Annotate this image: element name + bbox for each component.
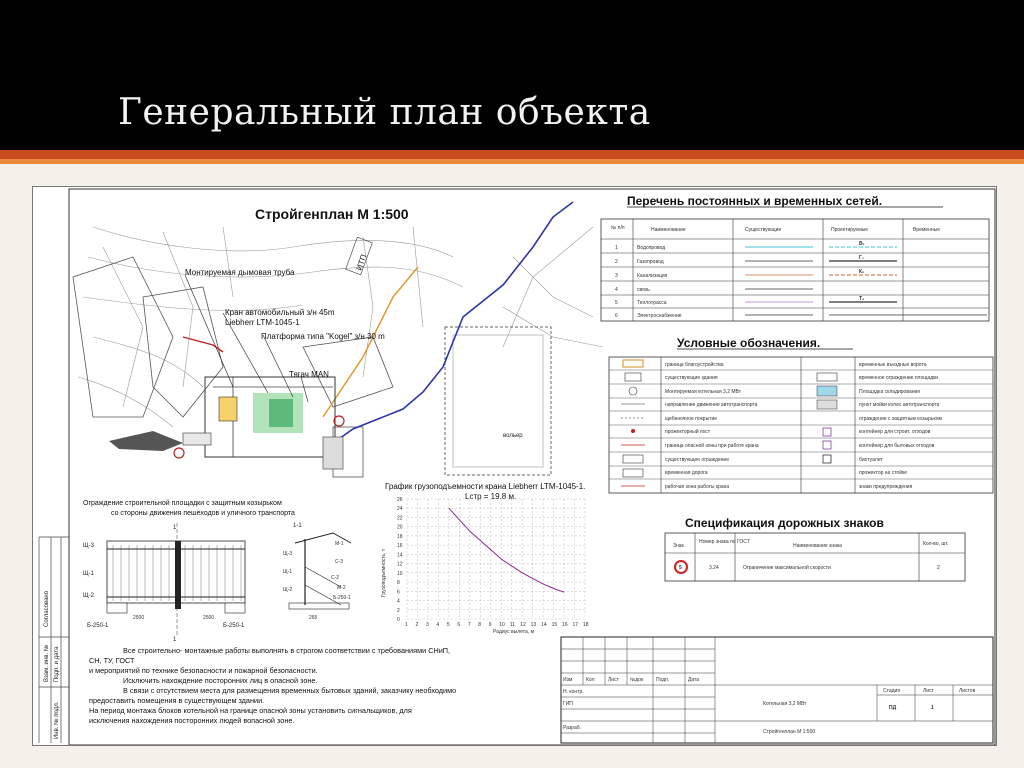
stamp-object: Котельная 3,2 МВт [763,701,807,707]
legend-right-labels [859,362,943,490]
chart-y-tick-label: 26 [397,497,403,503]
chart-x-tick-label: 12 [520,622,526,628]
svg-text:Г₁: Г₁ [859,255,864,261]
label-crane: Кран автомобильный з/н 45m [225,308,335,317]
fence-title-2: со стороны движения пешеходов и уличного транспорта [111,510,295,517]
net-row-5 [615,296,897,306]
svg-text:Лист: Лист [923,688,934,694]
svg-text:Стадия: Стадия [883,688,901,694]
svg-text:направление движения автотранс: направление движения автотранспорта [665,402,758,408]
svg-text:Изм: Изм [563,677,573,683]
slide-title: Генеральный план объекта [118,92,651,133]
fence-elevation [107,541,245,621]
chart-x-tick-label: 4 [436,622,440,628]
svg-text:Щ-3: Щ-3 [283,551,293,557]
svg-text:5: 5 [615,300,618,306]
chart-y-tick-label: 10 [397,570,403,577]
chart-x-tick-label: 7 [467,622,471,628]
svg-text:ограждение с защитным козырько: ограждение с защитным козырьком [859,416,942,422]
svg-text:Щ-2: Щ-2 [283,587,293,593]
svg-text:Б-250-1: Б-250-1 [223,623,245,629]
fence-section [83,499,351,643]
label-platform: Платформа типа "Kogel" з/н 30 m [261,332,385,341]
chart-ylabel: Грузоподъемность, т [381,548,387,597]
svg-text:Щ-2: Щ-2 [83,593,94,599]
svg-text:Кол-во, шт.: Кол-во, шт. [923,541,949,547]
svg-text:Газопровод: Газопровод [637,259,664,265]
svg-text:1: 1 [173,525,177,531]
net-row-2 [615,255,897,265]
chart-y-tick-label: 6 [397,589,400,596]
svg-text:1: 1 [173,637,177,643]
svg-text:граница опасной зоны при работ: граница опасной зоны при работе крана [665,443,759,449]
net-h-proj: Проектируемые [831,227,869,233]
note-4: Исключить нахождение посторонних лиц в опасной зоне. [123,676,318,685]
fence-cross-section [283,523,351,621]
volier [445,327,551,475]
svg-text:Листов: Листов [959,688,976,694]
note-2: СН, ТУ, ГОСТ [89,656,135,665]
chart-y-tick-label: 18 [397,533,403,540]
net-row-4 [615,287,813,293]
networks-title: Перечень постоянных и временных сетей. [627,194,883,208]
svg-text:3: 3 [615,273,618,279]
road-signs-table [665,516,965,581]
label-itp: ИТП [354,253,369,272]
svg-text:Щ-3: Щ-3 [83,543,94,549]
chart-x-tick-label: 3 [425,622,429,628]
chart-y-tick-label: 12 [397,561,403,568]
crane-chart [381,482,589,635]
svg-text:знаки предупреждения: знаки предупреждения [859,484,913,490]
svg-text:Подп.: Подп. [656,677,670,683]
svg-text:существующее ограждение: существующее ограждение [665,457,729,463]
svg-text:№док: №док [630,677,644,683]
strip-agreed: Согласовано [44,590,50,627]
svg-text:Теплотрасса: Теплотрасса [637,300,667,306]
chart-y-tick-label: 20 [397,524,403,531]
capacity-line [449,508,564,592]
chart-x-tick-label: 8 [478,622,482,628]
left-strip [39,537,69,743]
svg-text:М-2: М-2 [337,585,346,591]
svg-text:Площадка складирования: Площадка складирования [859,389,920,395]
chart-y-tick-label: 0 [397,617,400,623]
strip-inv-replaced: Взам. инв. № [44,644,50,682]
chart-y-tick-label: 24 [397,506,403,513]
legend-left-labels [665,361,759,490]
svg-text:Монтируемая котельная 3,2 МВт: Монтируемая котельная 3,2 МВт [665,389,741,395]
svg-text:связь: связь [637,287,650,293]
svg-text:существующие здания: существующие здания [665,375,718,381]
stamp-sheet-name: Стройгенплан М 1:500 [763,729,816,735]
svg-text:В₁: В₁ [859,241,865,247]
chart-x-tick-label: 15 [551,622,558,628]
svg-text:Знак: Знак [673,543,684,549]
svg-text:2: 2 [937,565,940,571]
svg-text:Т₄: Т₄ [859,296,865,302]
svg-text:Наименование знака: Наименование знака [793,543,842,549]
svg-text:К₂: К₂ [859,269,865,275]
svg-text:5: 5 [679,565,682,571]
svg-text:временная дорога: временная дорога [665,470,708,476]
svg-text:265: 265 [309,615,318,621]
net-row-3 [615,269,897,279]
svg-text:1-1: 1-1 [293,523,302,529]
note-5: В связи с отсутствием места для размещения временных бытовых зданий, заказчику необходимо [123,686,457,695]
svg-text:биотуалет: биотуалет [859,457,883,463]
svg-text:Дата: Дата [688,677,700,683]
label-crane-model: Liebherr LTM-1045-1 [225,318,300,327]
notes [89,646,456,725]
svg-text:пункт мойки колес автотранспор: пункт мойки колес автотранспорта [859,402,940,408]
svg-text:граница благоустройства: граница благоустройства [665,362,724,368]
chart-y-tick-label: 8 [397,580,400,587]
chart-xlabel: Радиус вылета, м [493,629,535,635]
net-h-exist: Существующие [745,227,782,233]
chart-x-tick-label: 17 [572,622,579,628]
chart-grid [407,499,585,619]
chart-x-tick-label: 10 [499,622,505,628]
svg-text:Щ-1: Щ-1 [83,571,94,577]
svg-text:рабочая зона работы крана: рабочая зона работы крана [665,484,730,490]
chart-title: График грузоподъемности крана Liebherr LTM-1045-1. [385,482,586,491]
svg-text:С-2: С-2 [331,575,340,581]
svg-text:1: 1 [931,705,934,711]
svg-text:1: 1 [615,245,618,251]
svg-text:временные въездные ворота: временные въездные ворота [859,362,927,368]
svg-text:Электроснабжение: Электроснабжение [637,313,682,319]
svg-text:ГИП: ГИП [563,701,573,707]
plan-title: Стройгенплан М 1:500 [255,206,409,222]
chart-y-tick-label: 14 [397,552,403,559]
svg-text:М-1: М-1 [335,541,344,547]
chart-subtitle: Lстр = 19.8 м. [465,492,517,501]
svg-text:С-3: С-3 [335,559,344,565]
net-row-1 [615,241,897,251]
svg-text:Кол: Кол [586,677,595,683]
chart-x-tick-label: 16 [562,622,568,628]
legend-table [609,336,993,493]
chart-y-ticks [397,497,403,623]
chart-x-tick-label: 5 [446,622,450,628]
svg-text:2: 2 [615,259,618,265]
note-6: предоставить помещения в существующем здании. [89,696,265,705]
strip-sign-date: Подп. и дата [54,646,60,682]
note-7: На период монтажа блоков котельной на границе опасной зоны установить сигнальщиков, для [89,706,412,715]
label-truck: Тягач MAN [289,370,329,379]
boiler-site [183,377,343,469]
drawing-svg [33,187,997,746]
chart-x-tick-label: 13 [530,622,537,628]
note-8: исключения нахождения посторонних людей вопасной зоне. [89,716,295,725]
chart-x-tick-label: 11 [509,622,515,628]
svg-text:Ограничение максимальной скоро: Ограничение максимальной скорости [743,565,831,571]
svg-text:Водопровод: Водопровод [637,245,666,251]
svg-text:Разраб.: Разраб. [563,725,582,731]
svg-text:Б-250-1: Б-250-1 [333,595,351,601]
net-h-name: Наименование [651,227,686,233]
hazard-marker [174,448,184,458]
svg-text:Щ-1: Щ-1 [283,569,293,575]
note-3: и мероприятий по технике безопасности и пожарной безопасности. [89,666,318,675]
title-block [561,637,993,743]
svg-text:щебеночное покрытие: щебеночное покрытие [665,416,718,422]
svg-text:6: 6 [615,313,618,319]
svg-text:контейнер для строит. отходов: контейнер для строит. отходов [859,429,931,435]
note-1: Все строительно- монтажные работы выполнять в строгом соответствии с требованиями СНиП, [123,646,451,655]
label-chimney: Монтируемая дымовая труба [185,268,295,277]
chart-x-tick-label: 6 [457,622,461,628]
site-plan [73,202,603,477]
svg-text:Номер знака по ГОСТ: Номер знака по ГОСТ [699,539,750,545]
volier-label: вольер [503,433,523,439]
signs-title: Спецификация дорожных знаков [685,516,884,530]
svg-text:3.24: 3.24 [709,565,719,571]
svg-text:ПД: ПД [889,705,897,711]
gravel-area [109,431,183,451]
fence-title-1: Ограждение строительной площадки с защитным козырьком [83,500,282,507]
chart-x-tick-label: 14 [541,622,547,628]
title-divider-dark [0,150,1024,159]
strip-inv-orig: Инв. № подл. [54,701,60,739]
legend-title: Условные обозначения. [677,336,821,350]
svg-text:прожекторный пост: прожекторный пост [665,429,711,435]
net-h-num: № п/п [611,225,625,231]
svg-text:Лист: Лист [608,677,619,683]
chart-x-ticks [405,622,589,628]
svg-text:2500: 2500 [133,615,145,621]
networks-table [601,194,989,321]
net-row-6 [615,313,987,319]
chart-y-tick-label: 2 [397,607,400,614]
svg-text:Б-250-1: Б-250-1 [87,623,109,629]
chart-y-tick-label: 4 [397,598,400,605]
svg-text:Канализация: Канализация [637,273,668,279]
svg-text:временное ограждение площадки: временное ограждение площадки [859,375,939,381]
svg-text:прожектор на стойке: прожектор на стойке [859,470,908,476]
net-h-temp: Временные [913,227,941,233]
drawing-sheet [32,186,997,746]
chart-x-tick-label: 2 [415,622,419,628]
chart-y-tick-label: 16 [397,543,403,550]
chart-x-tick-label: 1 [405,622,408,628]
chart-x-tick-label: 9 [488,622,492,628]
svg-text:4: 4 [615,287,618,293]
svg-text:контейнер для бытовых отходов: контейнер для бытовых отходов [859,443,935,449]
svg-text:Н. контр.: Н. контр. [563,689,584,695]
chart-x-tick-label: 18 [583,622,589,628]
chart-y-tick-label: 22 [397,515,403,522]
svg-text:2500: 2500 [203,615,215,621]
